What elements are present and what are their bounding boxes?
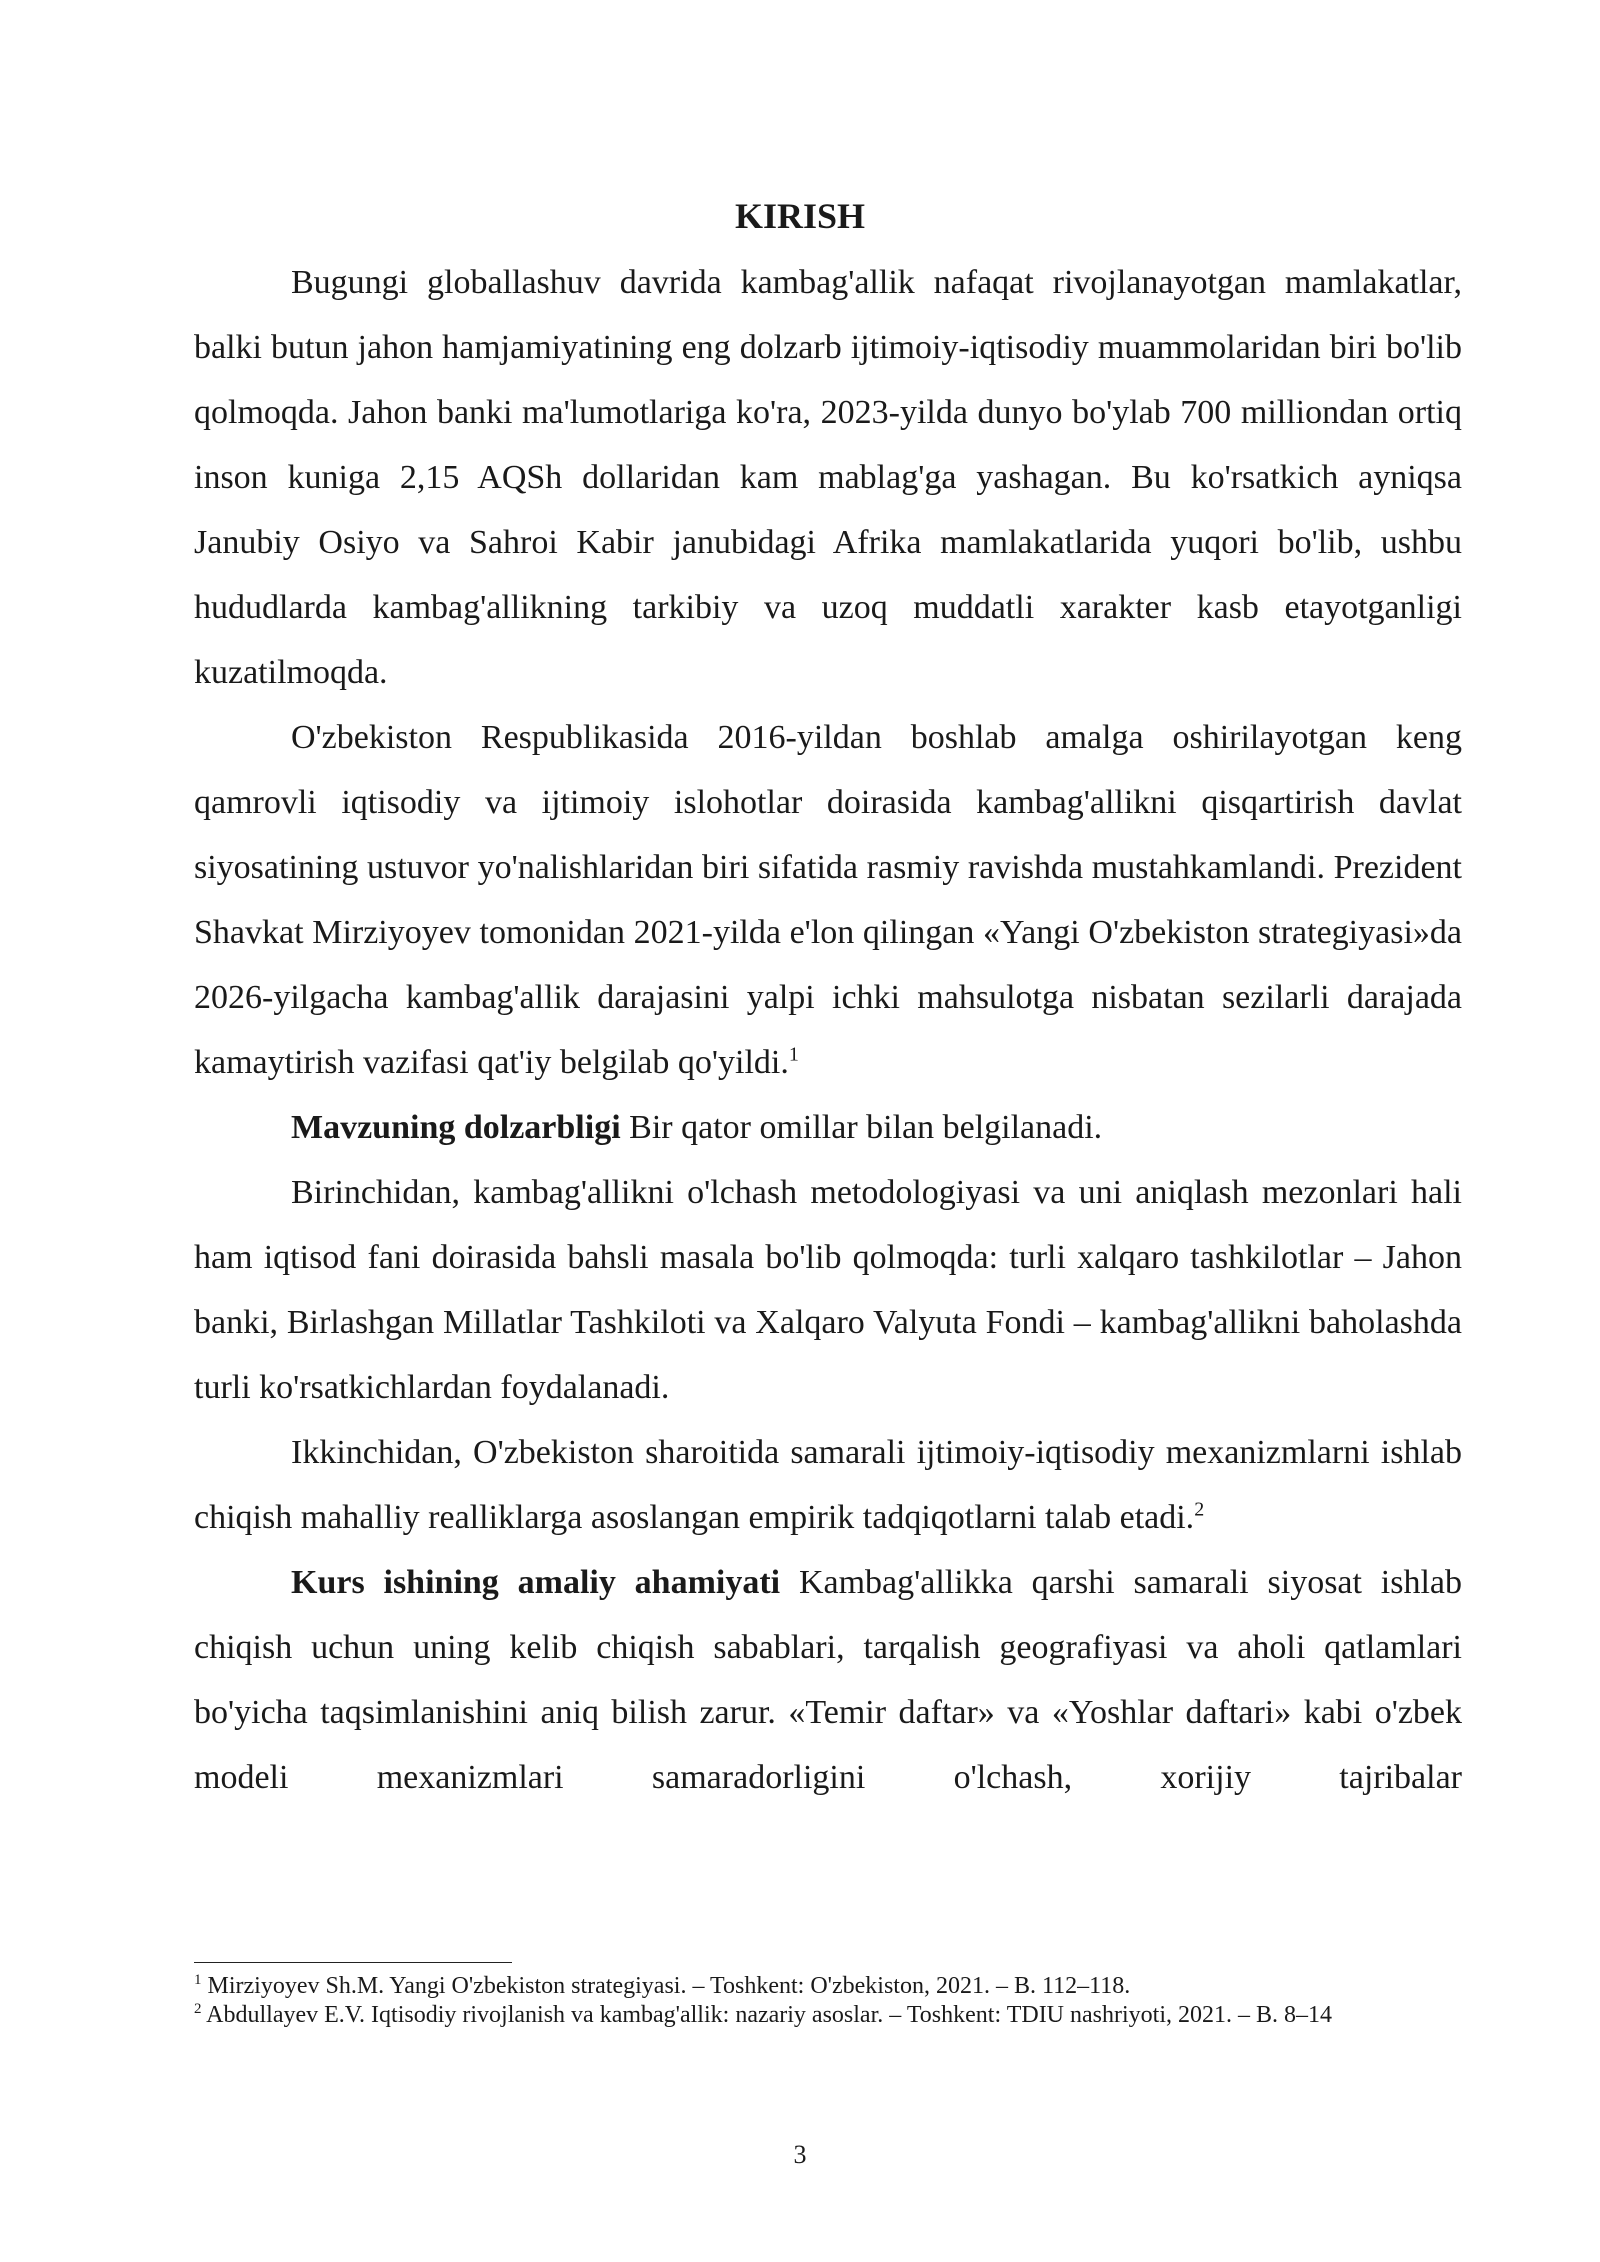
footnote-2 — [194, 2001, 1462, 2030]
footnote-number: 1 — [194, 1972, 202, 1988]
paragraph-text: O'zbekiston Respublikasida 2016-yildan boshlab amalga oshirilayotgan keng qamrovli iqtisodiy va ijtimoiy islohotlar doirasida kambag'allikni qisqartirish davlat siyosatining ustuvor yo'nalishlaridan biri sifatida rasmiy ravishda mustahkamlandi. Prezident Shavkat Mirziyoyev tomonidan 2021-yilda e'lon qilingan «Yangi O'zbekiston strategiyasi»da 2026-yilgacha kambag'allik darajasini yalpi ichki mahsulotga nisbatan sezilarli darajada kamaytirish vazifasi qat'iy belgilab qo'yildi. — [194, 719, 1462, 1081]
body-text — [194, 250, 1462, 1810]
page-title: KIRISH — [734, 196, 866, 236]
footnote-separator — [194, 1962, 512, 1963]
footnote-text: Abdullayev E.V. Iqtisodiy rivojlanish va kambag'allik: nazariy asoslar. – Toshkent: TDIU nashriyoti, 2021. – B. 8–14 — [201, 2002, 1333, 2028]
paragraph-intro: Bugungi globallashuv davrida kambag'allik nafaqat rivojlanayotgan mamlakatlar, balki butun jahon hamjamiyatining eng dolzarb ijtimoiy-iqtisodiy muammolaridan biri bo'lib qolmoqda. Jahon banki ma'lumotlariga ko'ra, 2023-yilda dunyo bo'ylab 700 milliondan ortiq inson kuniga 2,15 AQSh dollaridan kam mablag'ga yashagan. Bu ko'rsatkich ayniqsa Janubiy Osiyo va Sahroi Kabir janubidagi Afrika mamlakatlarida yuqori bo'lib, ushbu hududlarda kambag'allikning tarkibiy va uzoq muddatli xarakter kasb etayotganligi kuzatilmoqda. — [194, 264, 1462, 691]
paragraph-practical-significance — [194, 1550, 1462, 1810]
bold-lead-relevance: Mavzuning dolzarbligi — [291, 1109, 621, 1146]
footnote-1 — [194, 1972, 1462, 2001]
footnote-ref-1[interactable]: 1 — [788, 1043, 799, 1066]
paragraph-uzbekistan-reforms — [194, 705, 1462, 1095]
paragraph-text: Bir qator omillar bilan belgilanadi. — [620, 1109, 1103, 1146]
footnote-ref-2[interactable]: 2 — [1194, 1498, 1205, 1521]
paragraph-text: Ikkinchidan, O'zbekiston sharoitida samarali ijtimoiy-iqtisodiy mexanizmlarni ishlab chiqish mahalliy realliklarga asoslangan empirik tadqiqotlarni talab etadi. — [194, 1434, 1462, 1536]
paragraph-secondly — [194, 1420, 1462, 1550]
paragraph-text: Kambag'allikka qarshi samarali siyosat ishlab chiqish uchun uning kelib chiqish sabablari, tarqalish geografiyasi va aholi qatlamlari bo'yicha taqsimlanishini aniq bilish zarur. «Temir daftar» va «Yoshlar daftari» kabi o'zbek modeli mexanizmlari samaradorligini o'lchash, xorijiy tajribalar — [194, 1564, 1463, 1796]
footnotes — [194, 1972, 1462, 2030]
footnote-number: 2 — [194, 2001, 202, 2017]
footnote-text: Mirziyoyev Sh.M. Yangi O'zbekiston strategiyasi. – Toshkent: O'zbekiston, 2021. – B. 112–118. — [201, 1973, 1131, 1999]
paragraph-firstly: Birinchidan, kambag'allikni o'lchash metodologiyasi va uni aniqlash mezonlari hali ham iqtisod fani doirasida bahsli masala bo'lib qolmoqda: turli xalqaro tashkilotlar – Jahon banki, Birlashgan Millatlar Tashkiloti va Xalqaro Valyuta Fondi – kambag'allikni baholashda turli ko'rsatkichlardan foydalanadi. — [194, 1174, 1462, 1406]
paragraph-relevance — [194, 1095, 1462, 1160]
bold-lead-significance: Kurs ishining amaliy ahamiyati — [291, 1564, 781, 1601]
page-number: 3 — [793, 2140, 807, 2169]
